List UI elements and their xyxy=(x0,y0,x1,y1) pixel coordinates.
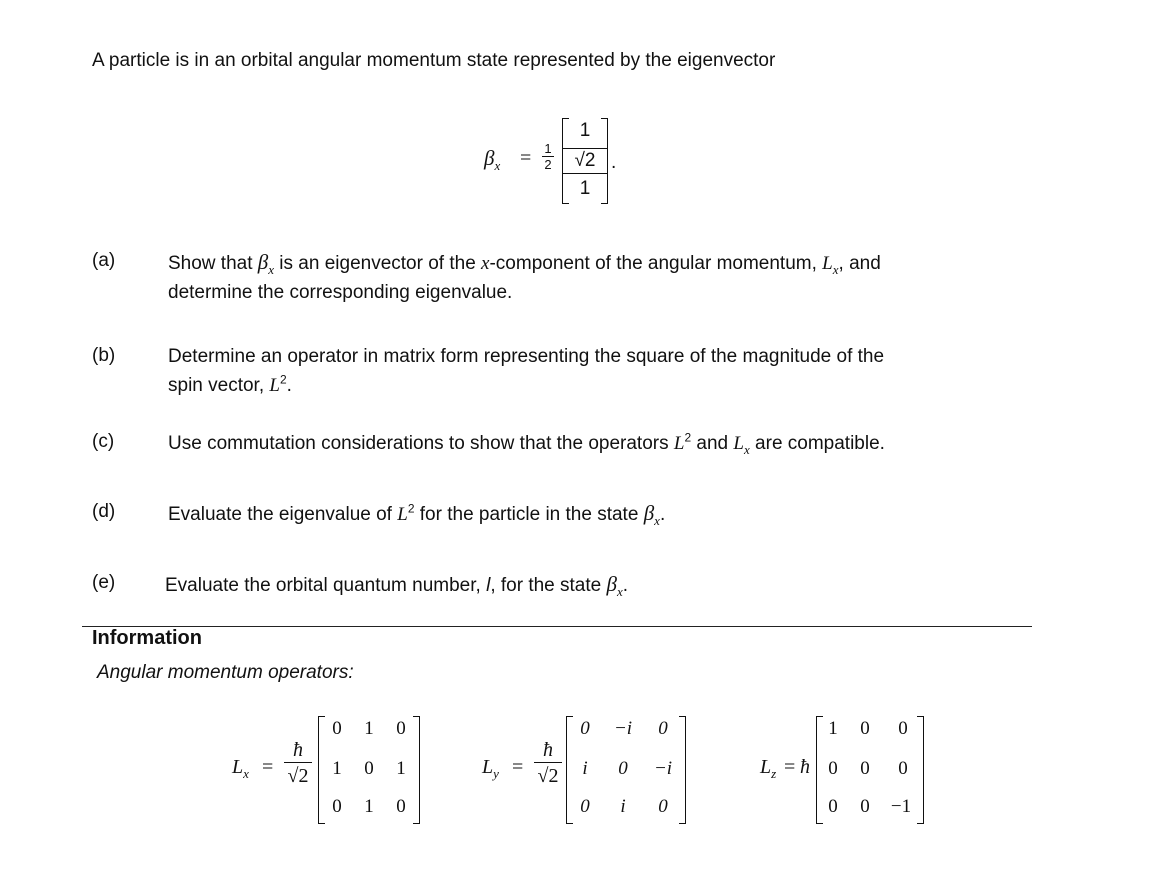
question-e-text: Evaluate the orbital quantum number, l, for the state $\beta_x$. xyxy=(165,572,629,599)
beta-symbol: $\beta_x$ xyxy=(484,146,501,174)
question-b-label: (b) xyxy=(92,345,116,366)
operator-Lx: $L_x$ = ħ √2 0 1 0 1 0 1 0 1 0 xyxy=(228,716,428,824)
eigenvector-equation: $\beta_x$ = 1 2 1 √2 1 . xyxy=(484,118,644,204)
section-divider xyxy=(82,626,1032,627)
Ly-symbol: $L_y$ xyxy=(482,756,499,781)
Lx-symbol: $L_x$ xyxy=(232,756,249,781)
Lx-prefactor: ħ √2 xyxy=(284,738,312,789)
prefactor: 1 2 xyxy=(542,141,554,172)
question-d-text: Evaluate the eigenvalue of $L^2$ for the particle in the state $\beta_x$. xyxy=(168,501,666,528)
question-b-text: Determine an operator in matrix form representing the square of the magnitude of the spin vector, $L^2$. xyxy=(168,346,885,396)
info-heading: Information xyxy=(92,627,202,649)
operator-Lz: $L_z$ = ħ 1 0 0 0 0 0 0 0 −1 xyxy=(760,716,940,824)
info-subheading: Angular momentum operators: xyxy=(97,662,354,683)
Lz-matrix: 1 0 0 0 0 0 0 0 −1 xyxy=(816,716,924,824)
question-c-text: Use commutation considerations to show that the operators $L^2$ and $L_x$ are compatible. xyxy=(168,430,885,457)
eigenvector-column: 1 √2 1 xyxy=(562,118,608,204)
question-d-label: (d) xyxy=(92,501,116,522)
question-e-label: (e) xyxy=(92,572,116,593)
Lx-matrix: 0 1 0 1 0 1 0 1 0 xyxy=(318,716,420,824)
question-a-text: Show that $\beta_x$ is an eigenvector of the x-component of the angular momentum, $L_x$, and determine the corresponding eigenvalue. xyxy=(168,250,881,303)
Lz-hbar: ħ xyxy=(800,756,810,778)
question-a-label: (a) xyxy=(92,250,116,271)
Lz-symbol: $L_z$ xyxy=(760,756,777,781)
Ly-matrix: 0 −i 0 i 0 −i 0 i 0 xyxy=(566,716,686,824)
intro-text: A particle is in an orbital angular momentum state represented by the eigenvector xyxy=(92,50,776,71)
equals-sign: = xyxy=(520,147,532,169)
operator-Ly: $L_y$ = ħ √2 0 −i 0 i 0 −i 0 i 0 xyxy=(478,716,698,824)
Ly-prefactor: ħ √2 xyxy=(534,738,562,789)
question-c-label: (c) xyxy=(92,431,115,452)
